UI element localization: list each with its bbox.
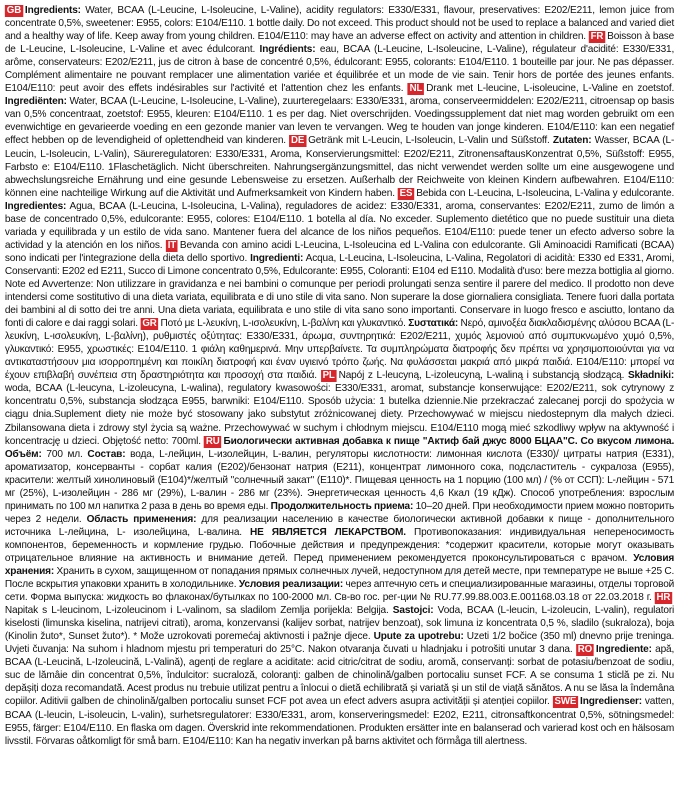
section-text: Water, BCAA (L-Leucine, L-Isoleucine, L-Valine), acidity regulators: E330/E331, flavour, preservatives: E202/E211, lemon juice from concentrate 0,5%, sweetener: E955, colors: E104/E110. 1 bottle daily. Do not exceed. This product should not be used to replace a balanced and varied diet and a healthy way of life. Keep away from young children. E104/E110: may have an adverse effect on activity and attention in children. [4, 5, 675, 43]
section-heading: Область применения: [86, 513, 197, 525]
section-heading: Συστατικά: [408, 318, 459, 330]
section-heading: НЕ ЯВЛЯЕТСЯ ЛЕКАРСТВОМ. [250, 526, 406, 538]
language-code-badge: DE [291, 135, 305, 147]
section-text: Agua, BCAA (L-Leucina, L-Isoleucina, L-Valina), reguladores de acidez: E330/E331, aroma, conservantes: E202/E211, zumo de limón a base de concentrado 0,5%, edulcorante: E955, colores: E104/E110. 1 botella al día. No exceder. Suplemento dietético que no puede sustituir una dieta variada y equilibrada y un estilo de vida sano. Mantener fuera del alcance de los niños pequeños. E104/E110: puede tener un efecto adverso sobre la actividad y la atención en los niños. [4, 200, 675, 251]
language-code-badge: RO [577, 644, 593, 656]
section-text: Νερό, αμινοξέα διακλαδισμένης αλύσου BCAA (L-λευκίνη, L-ισολευκίνη, L-βαλίνη), ρυθμιστές οξύτητας: E330/E331, άρωμα, συντηρητικά: E202/E211, χυμός λεμονιού από συμπυκνωμένο χυμό 0,5%, γλυκαντικό: E955, χρωστικές: E104/E110. 1 φιάλη καθημερινά. Μην υπερβαίνετε. Τα συμπληρώματα διατροφής δεν πρέπει να χρησιμοποιούνται για να αντικαταστήσουν μια ισορροπημένη και ποικίλη διατροφή και έναν υγιεινό τρόπο ζωής. Να φυλάσσεται μακριά από μικρά παιδιά. E104/E110: μπορεί να έχουν επιβλαβή συνέπεια στη δραστηριότητα και προσοχή στα παιδιά. [4, 318, 675, 382]
section-text: Ποτό με L-λευκίνη, L-ισολευκίνη, L-βαλίνη και γλυκαντικό. [160, 318, 409, 330]
section-text: 10–20 дней. При необходимости прием можно повторить через 2 недели. [4, 500, 675, 525]
language-code-badge: ES [399, 187, 413, 199]
section-text: vatten, BCAA (L-leucin, L-isoleucin, L-valin), surhetsregulatorer: E330/E331, arom, konserveringsmedel: E202, E211, citronsaftkoncentrat 0,5%, sötningsmedel: E955, färger: E104/E110. En flaska om dagen. Överskrid inte rekommendationen. Produkten ersätter inte en balanserad och varierad kost och en hälsosam livsstil. Förvaras oåtkomligt för små barn. E104/E110: Kan ha negativ inverkan på barns aktivitet och förmåga till alertness. [4, 696, 675, 747]
language-section-ru [5, 436, 674, 604]
section-text: Napitak s L-leucinom, L-izoleucinom i L-valinom, sa sladilom Zemlja porijekla: Belgija. [4, 605, 393, 617]
section-heading: Продолжительность приема: [270, 500, 414, 512]
section-heading: Состав: [87, 448, 126, 460]
section-text: вода, L-лейцин, L-изолейцин, L-валин, регуляторы кислотности: лимонная кислота (E330)/ цитраты натрия (E331), ароматизатор, консерванты - сорбат калия (E202)/бензонат натрия (E211), концентрат лимонного сока, подсластитель - сукралоза (E955), красители: желтый хинолиновый (E104)*/желтый "солнечный закат" (E110)*. Пищевая ценность на 1 порцию (100 мл) / (% от ССП): L-лейцин - 571 мг (25%), L-изолейцин - 286 мг (29%), L-валин - 286 мг (23%). Энергетическая ценность 4,6 Ккал (19 кДж). Способ употребления: взрослым принимать по 100 мл напитка 2 раза в день во время еды. [4, 448, 675, 512]
language-code-badge: IT [167, 239, 177, 251]
language-section-gb [5, 5, 674, 42]
section-text: woda, BCAA (L-leucyna, L-izoleucyna, L-walina), regulatory kwasowości: E330/E331, aromat, substancje konserwujące: E202/E211, sok cytrynowy z koncentratu 0,5%, substancja słodząca E955, barwniki: E104/E110. Sposób użycia: 1 butelka dziennie.Nie przekraczać zalecanej porcji do spożycia w ciągu dnia.Suplement diety nie może być stosowany jako substytut zróżnicowanej diety. Przechowywać w miejscu niedostepnym dla małych dzieci. Zbilansowana dieta i zdrowy styl życia są ważne. Przechowywać w suchym i chłodnym miejscu. E104/E110 mogą mieć szkodliwy wpływ na aktywność i koncentrację u dzieci. Objętość netto: 700ml. [4, 383, 675, 447]
language-code-badge: SWE [554, 696, 577, 708]
section-text: для реализации населению в качестве биологически активной добавки к пище - дополнительного источника L-лейцина, L- изолейцина, L-валина. [4, 513, 675, 538]
section-text: Хранить в сухом, защищенном от попадания прямых солнечных лучей, недоступном для детей месте, при температуре не выше +25 С. После вскрытия упаковки хранить в холодильнике. [4, 566, 675, 591]
section-text: 700 мл. [41, 448, 88, 460]
section-text: Boisson à base de L-Leucine, L-Isoleucine, L-Valine et avec édulcorant. [4, 31, 675, 56]
language-code-badge: NL [409, 83, 423, 95]
section-heading: Upute za upotrebu: [373, 631, 464, 643]
section-text: Voda, BCAA (L-leucin, L-izoleucin, L-valin), regulatori kiselosti (limunska kiselina, natrijevi citrati), aroma, konzervansi (kalijev sorbat, natrijev benzoat), sok limuna iz koncentrata 0,5 %, sladilo (sukraloza), boja (Kinolin žuto*, Sunset žuto*). * Može uzrokovati poremećaj aktivnosti i pažnje djece. [4, 605, 675, 643]
language-section-it [5, 240, 674, 329]
section-text: Drank met L-leucine, L-isoleucine, L-Valine en zoetstof. [426, 83, 675, 95]
section-text: eau, BCAA (L-Leucine, L-Isoleucine, L-Valine), régulateur d'acidité: E330/E331, arôme, conservateurs: E202/E211, jus de citron à base de concentré 0,5%, édulcorant: E955, colorants: E104/E110. 1 bouteille par jour. Ne pas dépasser. Complément alimentaire ne pouvant remplacer une alimentation variée et équilibrée et un mode de vie sain. Tenir hors de portée des jeunes enfants. E104/E110: peut avoir des effets indésirables sur l'activité et l'attention chez les enfants. [4, 44, 675, 95]
section-heading: Składniki: [627, 370, 675, 382]
language-code-badge: FR [590, 31, 604, 43]
section-heading: Биологически активная добавка к пище "Актиф бай джус 8000 БЦАА"С. Со вкусом лимона. Объём: [4, 435, 675, 460]
section-heading: Ingredienser: [580, 696, 643, 708]
section-text: Acqua, L-Leucina, L-Isoleucina, L-Valina, Regolatori di acidità: E330 ed E331, Aromi, Conservanti: E202 ed E211, Succo di Limone concentrato 0,5%, Edulcorante: E955, Coloranti: E104 ed E110. Modalità d'uso: bere mezza bottiglia al giorno. Note ed Avvertenze: Non utilizzare in gravidanza e nei bambini o comunque per periodi prolungati senza sentire il parere del medico. Il prodotto non deve intendersi come sostitutivo di una dieta variata, equilibrata e di uno stile di vita sano. Non superare la dose giornaliera consigliata. Tenere fuori dalla portata dei bambini al di sotto dei tre anni. Una dieta variata, equilibrata e uno stile di vita sano sono importanti. Conservare in luogo fresco e asciutto, lontano da fonti di calore e dai raggi solari. [4, 252, 675, 330]
section-text: через аптечную сеть и специализированные магазины, отделы торговой сети. Форма выпуска: жидкость во флаконах/бутылках по 100-2000 мл. Св-во гос. рег-ции № RU.77.99.88.003.E.001168.03.18 от 22.03.2018 г. [4, 579, 675, 604]
section-text: Uzeti 1/2 bočice (350 ml) dnevno prije treninga. Uvjeti čuvanja: Na suhom i hladnom mjestu pri temperaturi do 25°C. Nakon otvaranja čuvati u hladnjaku i potrošiti unutar 3 dana. [4, 631, 675, 656]
section-heading: Ingrediente: [595, 644, 652, 656]
section-heading: Условия реализации: [238, 579, 344, 591]
section-heading: Условия хранения: [4, 552, 675, 578]
section-heading: Zutaten: [552, 135, 592, 147]
section-text: Противопоказания: индивидуальная непереносимость компонентов, беременность и кормление грудью. Побочные действия и предупреждения: *содержит красители, которые могут оказывать отрицательное влияние на активность и внимание детей. Перед применением рекомендуется проконсультироваться с врачом. [4, 526, 675, 564]
language-code-badge: PL [322, 370, 335, 382]
language-code-badge: HR [656, 592, 671, 604]
section-text: apă, BCAA (L-Leucină, L-Izoleucină, L-Valină), agenți de reglare a aciditate: acid citric/citrat de sodiu, aromă, conservanți: sorbat de potasiu/benzoat de sodiu, suc de lămâie din concentrat 0,5%, îndulcitor: sucraloză, coloranți: galben de chinolină/galben portocaliu sunset FCF. A se consuma 1 sticlă pe zi. Nu depășiți doza recomandată. Acest produs nu trebuie utilizat pentru a înlocui o dietă echilibrată și variată și un stil de viață sănătos. A nu se lăsa la îndemâna copiilor. Aditivii galben de chinolină/galben portocaliu sunset FCF pot avea un efect advers asupra activității și atenției copiilor. [4, 644, 675, 708]
section-heading: Sastojci: [392, 605, 434, 617]
language-code-badge: GR [142, 318, 157, 330]
language-code-badge: GB [6, 5, 22, 16]
section-heading: Ingredienti: [250, 252, 304, 264]
section-heading: Ingrediënten: [4, 96, 67, 108]
section-text: Water, BCAA (L-Leucine, L-Isoleucine, L-Valine), zuurteregelaars: E330/E331, aroma, conserveermiddelen: E202/E211, citroensap op basis van 0,5% concentraat, zoetstof: E955, kleuren: E104/E110. 1 es per dag. Niet overschrijden. Voedingssupplement dat niet mag worden gebruikt om een evenwichtige en gevarieerde voeding en een gezonde manier van leven te vervangen. Weg te houden van jonge kinderen. E104/E110: kan een negatief effect hebben op de levendigheid of oplettendheid van kinderen. [4, 96, 675, 147]
section-text: Napój z L-leucyną, L-izoleucyną, L-waliną i substancją słodzącą. [338, 370, 628, 382]
section-text: Bebida con L-Leucina, L-Isoleucina, L-Valina y edulcorante. [416, 187, 675, 199]
section-heading: Ingredientes: [4, 200, 67, 212]
section-text: Wasser, BCAA (L-Leucin, L-Isoleucin, L-Valin), Säureregulatoren: E330/E331, Aroma, Konservierungsmittel: E202/E211, ZitronensaftausKonzentrat 0,5%, Süßstoff: E955, Farbsto e: E104/E110. 1Flaschetäglich. Nicht überschreiten. Nahrungsergänzungsmittel, das nicht verwendet werden sollte um eine ausgewogene und abwechslungsreiche Ernährung und eine gesunde Lebensweise zu ersetzen. Außerhalb der Reichweite von kleinen Kindern aufbewahren. E104/E110: können eine nachteilige Wirkung auf die Aktivität und Aufmerksamkeit von Kindern haben. [4, 135, 675, 199]
section-heading: Ingrédients: [259, 44, 316, 56]
language-code-badge: RU [205, 435, 220, 447]
section-text: Getränk mit L-Leucin, L-Isoleucin, L-Valin und Süßstoff. [308, 135, 553, 147]
section-text: Bevanda con amino acidi L-Leucina, L-Isoleucina ed L-Valina con edulcorante. Gli Aminoacidi Ramificati (BCAA) sono indicati per l'integrazione della dieta dello sportivo. [4, 239, 675, 264]
section-heading: Ingredients: [24, 5, 81, 16]
